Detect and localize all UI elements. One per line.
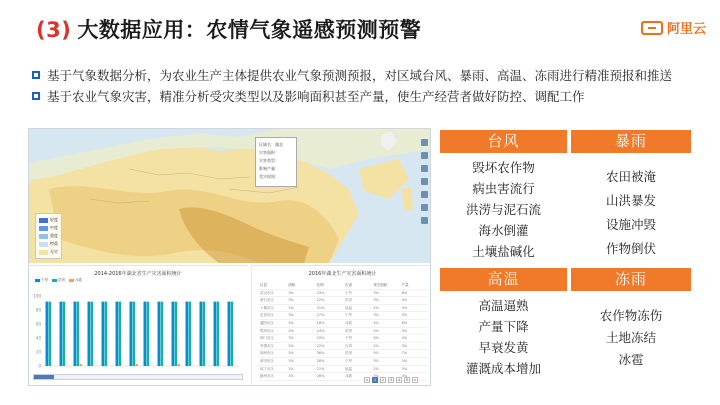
legend-item: 重度 [39,232,58,240]
bullet-list [32,64,672,106]
bar [46,302,49,366]
table-cell: 2% [288,328,294,333]
pager-button[interactable]: < [365,378,369,382]
table-cell: 4% [401,374,408,379]
card-body [440,153,567,262]
table-cell: 18% [316,320,325,325]
table-cell: 低温 [344,366,352,371]
bar-chart-title: 2014-2016年湖北省生产灾害面积统计 [94,271,182,277]
card-item: 设施冲毁 [605,217,656,232]
table-cell: 武汉市区 [260,290,274,295]
heat-card [440,268,567,385]
bar [203,302,206,366]
card-title: 暴雨 [571,130,691,153]
bar [147,302,150,366]
table-cell: 襄阳市区 [260,320,274,325]
table-cell: 低温 [344,305,352,310]
card-item: 冰雹 [618,352,644,367]
table-cell: 随州市区 [260,374,274,379]
table-cell: 咸宁市区 [260,366,274,371]
legend-item: 中度 [39,224,58,232]
table-row [258,358,428,366]
table-cell: 3% [401,305,408,310]
table-panel [251,265,431,386]
bar [231,302,234,366]
table-cell: 2% [373,343,379,348]
table-cell: 3% [288,298,294,303]
table-cell: 24% [316,328,325,333]
table-cell: 3% [288,290,294,295]
table-row [258,366,428,374]
aliyun-logo [641,18,706,37]
legend-entry: 洪涝 [52,278,65,283]
table-cell: 冰雹 [344,374,352,379]
rainstorm-card [571,130,691,262]
table-cell: 面积 [288,283,296,287]
table-cell: 洪涝 [344,298,352,303]
table-cell: 21% [316,366,325,371]
bar [133,302,136,366]
layers-icon[interactable] [421,165,428,172]
table-cell: 受灾面积 [373,283,388,287]
bullet-item [32,64,672,85]
map-toolbar [421,139,429,224]
table-cell: 29% [316,336,325,341]
table-cell: 干旱 [344,336,352,341]
aliyun-logo-icon [641,21,663,35]
table-cell: 26% [316,374,325,379]
bar-chart-panel [29,265,247,386]
bar [49,302,52,366]
table-cell: 2% [288,366,294,371]
bar [217,302,220,366]
table-cell: 3% [401,328,408,333]
table-row [258,350,428,358]
title-number: (3) [36,18,72,42]
popup-line: 受灾时间： [259,174,279,179]
table-cell: 3% [373,336,379,341]
bar [161,302,164,366]
popup-line: 区域名：湖北 [259,142,283,147]
chart-scrollbar-thumb[interactable] [34,375,54,379]
table-cell: 3% [373,358,379,363]
card-item: 海水倒灌 [478,223,529,238]
table-row [258,290,428,298]
card-body [440,291,567,379]
card-item: 农作物冻伤 [599,308,663,323]
map-legend [35,213,62,259]
fullscreen-icon[interactable] [421,204,428,211]
table-cell: 7% [401,351,408,356]
bar [186,302,189,366]
bullet-square-icon [32,71,40,79]
table-cell: 27% [316,313,325,318]
y-tick-label: 0 [38,363,41,369]
table-cell: 3% [401,366,408,371]
table-row [258,305,428,313]
table-cell: 灾害 [344,283,352,287]
pager-button[interactable]: 3 [389,378,393,382]
bar [189,302,192,366]
card-item: 土地冻结 [605,330,656,345]
map-info-popup [255,137,297,187]
card-item: 毁坏农作物 [472,160,535,175]
table-cell: 干旱 [344,313,352,318]
table-pager [364,377,418,383]
typhoon-card [440,130,567,262]
table-cell: 黄石市区 [260,298,274,303]
table-cell: 3% [288,313,294,318]
measure-icon[interactable] [421,178,428,185]
table-cell: 22% [316,343,325,348]
table-cell: 6% [401,290,408,295]
card-item: 早衰发黄 [478,340,529,355]
card-item: 土壤盐碱化 [472,244,535,259]
popup-line: 影响产量： [259,166,279,171]
bar [119,302,122,366]
app-screenshot [28,128,431,386]
card-title: 高温 [440,268,567,291]
bar [116,302,119,366]
bar [63,302,66,366]
y-tick-label: 20 [35,349,41,355]
table-cell: 鄂州市区 [260,328,274,333]
bar-chart-legend [35,278,235,283]
bar [79,364,82,366]
pager-button[interactable]: 4 [397,378,401,382]
bullet-text: 基于气象数据分析，为农业生产主体提供农业气象预测预报，对区域台风、暴雨、高温、冻雨进行精准预报和推送 [47,67,673,83]
table-cell: 3% [288,358,294,363]
table-cell: 2% [373,305,379,310]
pager-button[interactable]: 1 [373,378,377,382]
y-tick-label: 100 [33,293,41,299]
card-item: 病虫害流行 [472,181,535,196]
bar [105,302,108,366]
china-map-graphic [29,129,431,263]
table-cell: 宜昌市区 [260,313,274,318]
table-row [258,328,428,336]
pager-button[interactable]: 5 [405,378,409,382]
table-cell: 3% [401,343,408,348]
table-cell: 22% [316,298,325,303]
table-cell: 3% [288,374,294,379]
bar [91,302,94,366]
logo-text: 阿里云 [666,22,706,37]
table-cell: 台风 [344,343,352,348]
pager-button[interactable]: 2 [381,378,385,382]
bar [228,302,231,366]
bar [158,302,161,366]
table-row [258,335,428,343]
table-cell: 3% [373,290,379,295]
table-cell: 干旱 [344,358,352,363]
table-cell: 2% [288,343,294,348]
card-title: 台风 [440,130,567,153]
table-cell: 干旱 [344,290,352,295]
table-cell: 5% [373,351,379,356]
card-item: 山洪暴发 [605,193,656,208]
table-cell: 孝感市区 [260,343,274,348]
table-row [258,297,428,305]
table-cell: 5% [401,358,408,363]
table-cell: 36% [316,351,325,356]
table-cell: 6% [401,320,408,325]
legend-item: 轻度 [39,216,58,224]
bar [88,302,91,366]
popup-line: 灾害类型： [259,158,279,163]
card-item: 高温逼熟 [478,298,529,313]
table-cell: 洪涝 [344,351,352,356]
bar [130,302,133,366]
table-cell: 4% [401,298,408,303]
bar [200,302,203,366]
table-row [258,320,428,328]
card-item: 产量下降 [478,319,529,334]
table-cell: 5% [401,313,408,318]
bar [214,302,217,366]
table-cell: 比例 [316,283,324,287]
bar [74,302,77,366]
card-item: 农田被淹 [605,169,656,184]
bar [175,302,178,366]
table-cell: 5% [288,351,294,356]
table-cell: 洪涝 [344,328,352,333]
table-cell: 4% [401,336,408,341]
table-cell: 33% [316,290,325,295]
table-cell: 3% [373,313,379,318]
table-row [258,312,428,320]
table-cell: 荆州市区 [260,351,274,356]
legend-entry: 干旱 [35,278,48,283]
bar [60,302,63,366]
bullet-item [32,85,672,106]
bar [172,302,175,366]
table-title: 2016年湖北生产灾害面积统计 [308,271,377,277]
zoom-out-icon[interactable] [421,152,428,159]
table-cell: 2% [373,328,379,333]
table-cell: 区县 [260,283,267,287]
chart-scrollbar[interactable] [33,374,243,380]
zoom-in-icon[interactable] [421,139,428,146]
legend-entry: 冰雹 [69,278,82,283]
table-cell: 产量 [401,283,409,287]
table-cell: 2% [288,305,294,310]
card-title: 冻雨 [571,268,691,291]
table-header-row [258,282,428,290]
disaster-table [258,282,428,381]
bullet-square-icon [32,92,40,100]
table-cell: 4% [373,320,379,325]
bar [144,302,147,366]
bar [77,302,80,366]
y-tick-label: 40 [35,335,41,341]
popup-line: 灾害面积： [259,150,279,155]
table-cell: 十堰市区 [260,305,274,310]
table-cell: 2% [373,366,379,371]
title-text: 大数据应用：农情气象遥感预测预警 [77,18,422,42]
card-item: 作物倒伏 [605,241,656,256]
freeze-card [571,268,691,385]
table-cell: 28% [316,358,325,363]
table-cell: 3% [373,298,379,303]
bar [135,364,138,366]
table-cell: 荆门市区 [260,336,274,341]
table-row [258,343,428,351]
y-tick-label: 60 [35,321,41,327]
y-tick-label: 80 [35,307,41,313]
home-icon[interactable] [421,217,428,224]
table-cell: 31% [316,305,325,310]
card-body [571,153,691,261]
remote-sensing-map [29,129,431,263]
bar-chart-svg [29,284,247,374]
table-cell: 4% [288,320,294,325]
card-item: 洪涝与泥石流 [465,202,541,217]
bar [177,364,180,366]
legend-item: 无灾 [39,248,58,256]
card-item: 灌溉成本增加 [465,361,541,376]
card-body [571,291,691,371]
print-icon[interactable] [421,191,428,198]
table-cell: 冰雹 [344,320,352,325]
pager-button[interactable]: > [413,378,417,382]
table-cell: 3% [288,336,294,341]
table-cell: 黄冈市区 [260,358,274,363]
slide-title [36,14,421,44]
bar [102,302,105,366]
bullet-text: 基于农业气象灾害，精准分析受灾类型以及影响面积甚至产量，使生产经营者做好防控、调配工作 [47,88,585,104]
legend-item: 特重 [39,240,58,248]
